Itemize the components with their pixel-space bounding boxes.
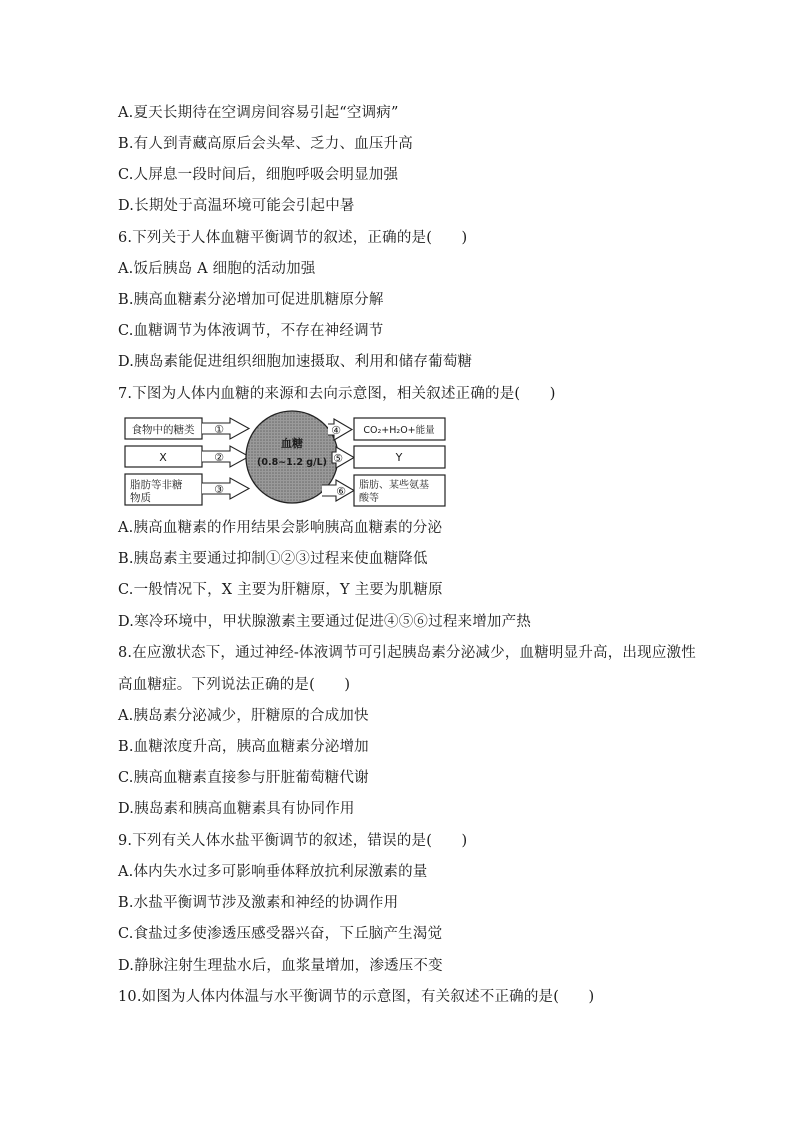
dest-fat-line1: 脂肪、某些氨基 — [359, 480, 429, 491]
q7-stem: 7.下图为人体内血糖的来源和去向示意图，相关叙述正确的是( ) — [118, 386, 556, 402]
q7-option-c: C.一般情况下，X 主要为肝糖原，Y 主要为肌糖原 — [118, 582, 443, 598]
q9-option-a: A.体内失水过多可影响垂体释放抗利尿激素的量 — [118, 864, 428, 880]
step-3: ③ — [214, 483, 224, 496]
arrow-in-2 — [202, 446, 249, 467]
blood-sugar-diagram — [122, 409, 452, 509]
q7-option-a: A.胰高血糖素的作用结果会影响胰高血糖素的分泌 — [118, 520, 443, 536]
q5-option-d: D.长期处于高温环境可能会引起中暑 — [118, 198, 355, 214]
step-1: ① — [214, 423, 224, 436]
q5-option-c: C.人屏息一段时间后，细胞呼吸会明显加强 — [118, 167, 399, 183]
q5-option-a: A.夏天长期待在空调房间容易引起“空调病” — [118, 105, 399, 121]
dest-y: Y — [395, 451, 403, 464]
q8-option-d: D.胰岛素和胰高血糖素具有协同作用 — [118, 801, 355, 817]
source-non-sugar-line1: 脂肪等非糖 — [130, 479, 183, 491]
q7-option-b: B.胰岛素主要通过抑制①②③过程来使血糖降低 — [118, 551, 428, 567]
q6-option-c: C.血糖调节为体液调节，不存在神经调节 — [118, 323, 384, 339]
step-4: ④ — [331, 424, 341, 437]
q8-option-c: C.胰高血糖素直接参与肝脏葡萄糖代谢 — [118, 770, 369, 786]
q6-option-b: B.胰高血糖素分泌增加可促进肌糖原分解 — [118, 292, 384, 308]
step-6: ⑥ — [336, 485, 346, 498]
dest-energy: CO₂+H₂O+能量 — [363, 425, 435, 436]
q9-option-d: D.静脉注射生理盐水后，血浆量增加，渗透压不变 — [118, 958, 443, 974]
arrow-in-1 — [202, 418, 249, 439]
source-food-sugar: 食物中的糖类 — [131, 424, 195, 436]
source-x: X — [159, 451, 167, 464]
q5-option-b: B.有人到青藏高原后会头晕、乏力、血压升高 — [118, 136, 413, 152]
q8-stem-line2: 高血糖症。下列说法正确的是( ) — [118, 677, 351, 693]
step-5: ⑤ — [333, 452, 343, 465]
q8-option-a: A.胰岛素分泌减少，肝糖原的合成加快 — [118, 708, 369, 724]
q9-option-b: B.水盐平衡调节涉及激素和神经的协调作用 — [118, 895, 399, 911]
q9-stem: 9.下列有关人体水盐平衡调节的叙述，错误的是( ) — [118, 833, 468, 849]
dest-fat-line2: 酸等 — [359, 493, 379, 504]
center-range: (0.8~1.2 g/L) — [257, 457, 327, 468]
step-2: ② — [214, 451, 224, 464]
q10-stem: 10.如图为人体内体温与水平衡调节的示意图，有关叙述不正确的是( ) — [118, 989, 595, 1005]
q7-option-d: D.寒冷环境中，甲状腺激素主要通过促进④⑤⑥过程来增加产热 — [118, 614, 532, 630]
q6-option-d: D.胰岛素能促进组织细胞加速摄取、利用和储存葡萄糖 — [118, 354, 473, 370]
center-title: 血糖 — [281, 437, 303, 450]
q6-option-a: A.饭后胰岛 A 细胞的活动加强 — [118, 261, 316, 277]
q9-option-c: C.食盐过多使渗透压感受器兴奋，下丘脑产生渴觉 — [118, 926, 443, 942]
arrow-in-3 — [202, 478, 249, 499]
q6-stem: 6.下列关于人体血糖平衡调节的叙述，正确的是( ) — [118, 230, 468, 246]
q8-option-b: B.血糖浓度升高，胰高血糖素分泌增加 — [118, 739, 369, 755]
q8-stem-line1: 8.在应激状态下，通过神经-体液调节可引起胰岛素分泌减少，血糖明显升高，出现应激性 — [118, 645, 696, 661]
source-non-sugar-line2: 物质 — [130, 492, 151, 504]
